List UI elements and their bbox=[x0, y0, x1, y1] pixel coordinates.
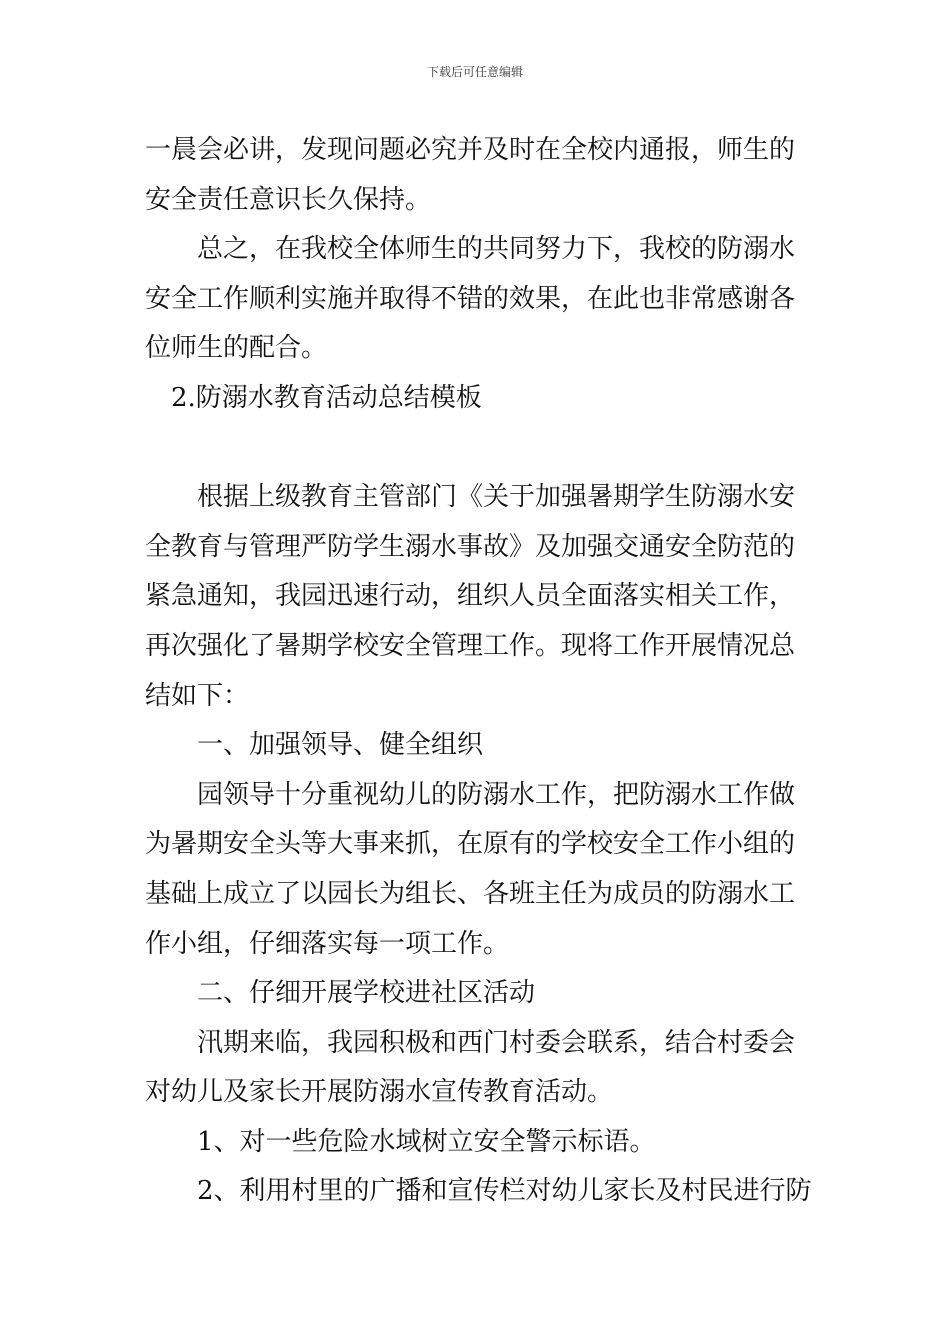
paragraph-start: 总之，在我校全体师生的共同努力下，我校的防溺水 bbox=[197, 234, 796, 265]
text-line: 作小组，仔细落实每一项工作。 bbox=[145, 928, 510, 959]
subheading: 二、仔细开展学校进社区活动 bbox=[197, 978, 536, 1009]
list-item: 1、对一些危险水域树立安全警示标语。 bbox=[197, 1126, 656, 1157]
text-line: 对幼儿及家长开展防溺水宣传教育活动。 bbox=[145, 1077, 614, 1108]
text-line: 紧急通知，我园迅速行动，组织人员全面落实相关工作， bbox=[145, 581, 796, 612]
text-line: 结如下： bbox=[145, 680, 250, 711]
text-line: 为暑期安全头等大事来抓，在原有的学校安全工作小组的 bbox=[145, 829, 796, 860]
document-body bbox=[145, 126, 810, 1217]
text-line: 安全责任意识长久保持。 bbox=[145, 184, 432, 215]
section-heading: 2.防溺水教育活动总结模板 bbox=[171, 382, 482, 413]
text-line: 一晨会必讲，发现问题必究并及时在全校内通报，师生的 bbox=[145, 135, 796, 165]
list-item: 2、利用村里的广播和宣传栏对幼儿家长及村民进行防 bbox=[197, 1176, 812, 1207]
text-line: 全教育与管理严防学生溺水事故》及加强交通安全防范的 bbox=[145, 531, 796, 562]
paragraph-start: 汛期来临，我园积极和西门村委会联系，结合村委会 bbox=[197, 1027, 796, 1058]
text-line: 再次强化了暑期学校安全管理工作。现将工作开展情况总 bbox=[145, 630, 796, 661]
subheading: 一、加强领导、健全组织 bbox=[197, 730, 484, 761]
text-line: 安全工作顺利实施并取得不错的效果，在此也非常感谢各 bbox=[145, 283, 796, 314]
text-line: 基础上成立了以园长为组长、各班主任为成员的防溺水工 bbox=[145, 878, 796, 909]
text-line: 位师生的配合。 bbox=[145, 333, 328, 364]
page-header: 下载后可任意编辑 bbox=[426, 65, 523, 79]
blank-line bbox=[145, 424, 810, 474]
paragraph-start: 园领导十分重视幼儿的防溺水工作，把防溺水工作做 bbox=[197, 779, 796, 810]
paragraph-start: 根据上级教育主管部门《关于加强暑期学生防溺水安 bbox=[197, 482, 796, 513]
